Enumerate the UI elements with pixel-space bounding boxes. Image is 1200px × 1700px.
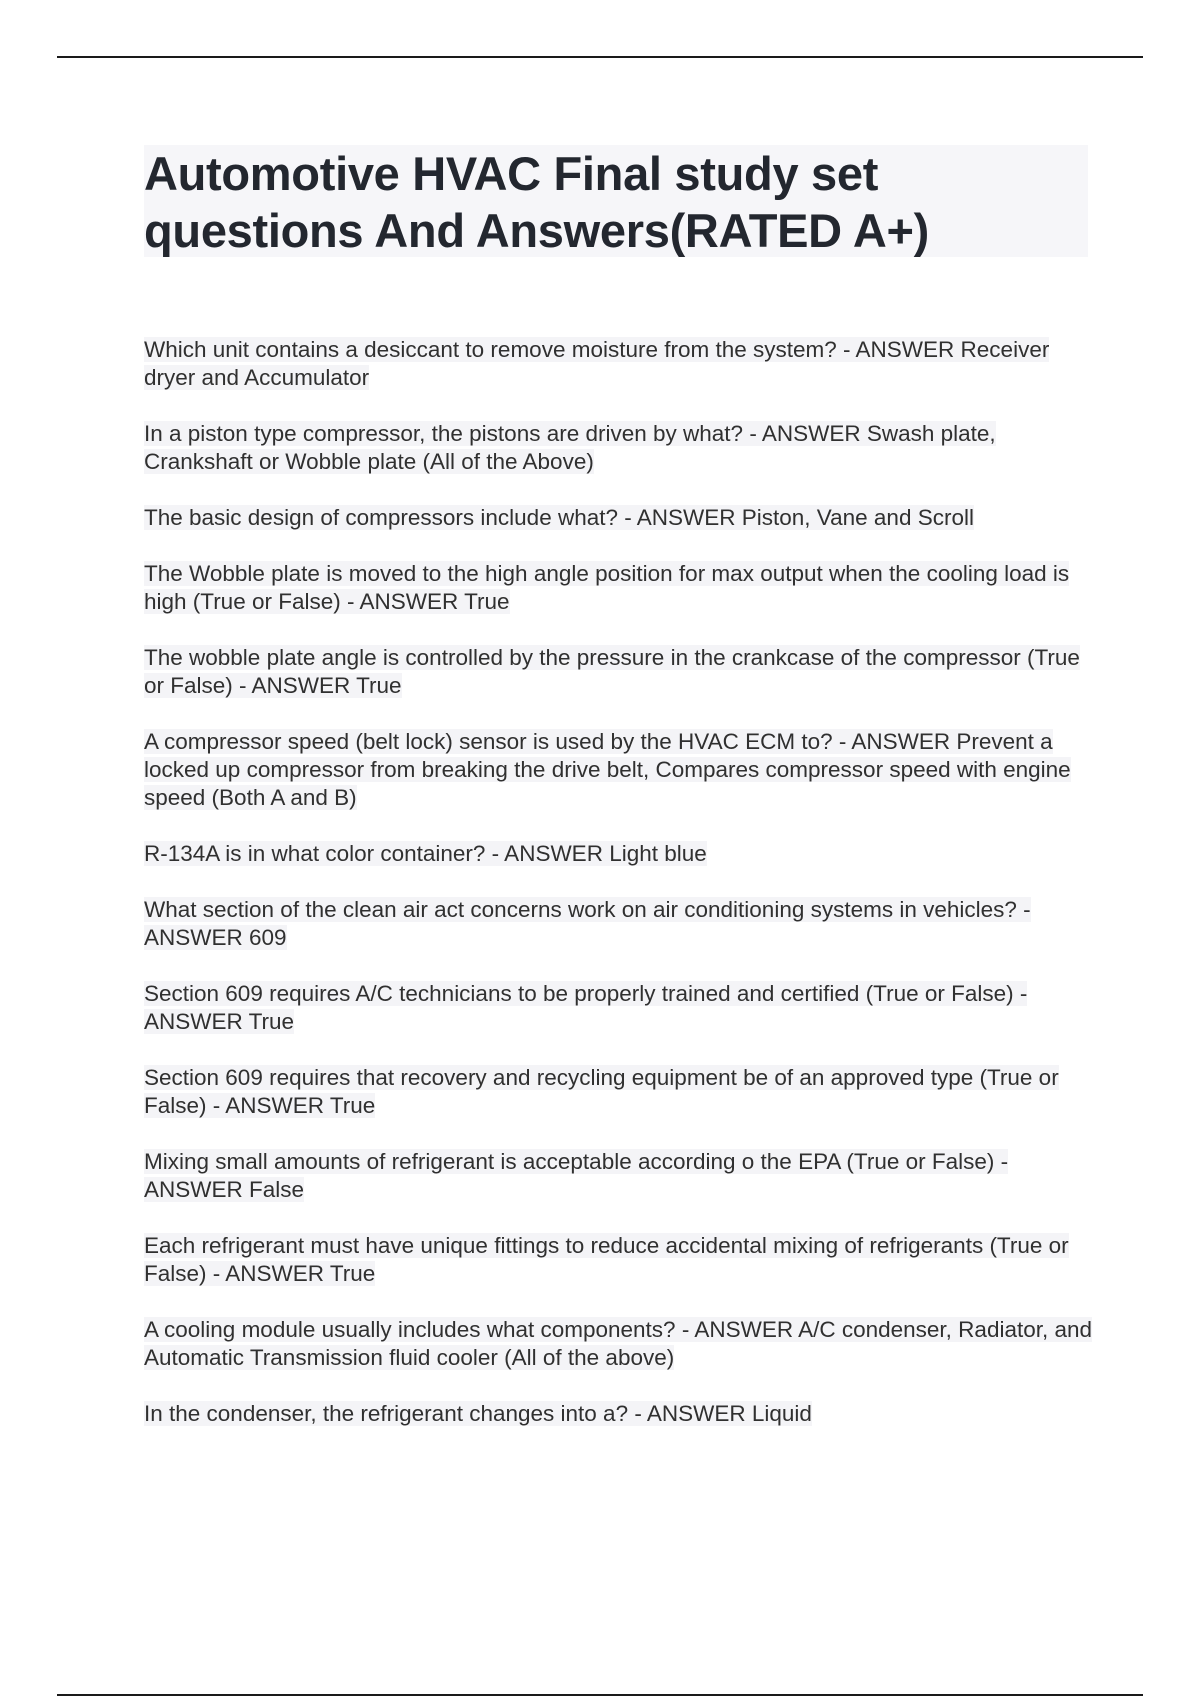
qa-item xyxy=(144,420,1094,476)
qa-text: The Wobble plate is moved to the high angle position for max output when the cooling load is high (True or False) - ANSWER True xyxy=(144,561,1070,614)
top-divider xyxy=(57,56,1143,58)
qa-item xyxy=(144,1148,1094,1204)
qa-item xyxy=(144,980,1094,1036)
qa-text: In a piston type compressor, the pistons are driven by what? - ANSWER Swash plate, Crankshaft or Wobble plate (All of the Above) xyxy=(144,421,996,474)
qa-text: R-134A is in what color container? - ANSWER Light blue xyxy=(144,841,707,866)
qa-text: Section 609 requires that recovery and recycling equipment be of an approved type (True or False) - ANSWER True xyxy=(144,1065,1059,1118)
qa-text: A compressor speed (belt lock) sensor is used by the HVAC ECM to? - ANSWER Prevent a locked up compressor from breaking the drive belt, Compares compressor speed with engine speed (Both A and B) xyxy=(144,729,1071,810)
qa-text: In the condenser, the refrigerant changes into a? - ANSWER Liquid xyxy=(144,1401,812,1426)
qa-text: Mixing small amounts of refrigerant is acceptable according o the EPA (True or False) - ANSWER False xyxy=(144,1149,1009,1202)
qa-item xyxy=(144,336,1094,392)
qa-list xyxy=(144,336,1094,1456)
qa-item xyxy=(144,728,1094,812)
bottom-divider xyxy=(57,1694,1143,1696)
qa-item xyxy=(144,1064,1094,1120)
qa-text: A cooling module usually includes what components? - ANSWER A/C condenser, Radiator, and Automatic Transmission fluid cooler (All of the above) xyxy=(144,1317,1093,1370)
qa-text: Section 609 requires A/C technicians to be properly trained and certified (True or False) - ANSWER True xyxy=(144,981,1028,1034)
qa-item xyxy=(144,1400,1094,1428)
qa-text: What section of the clean air act concerns work on air conditioning systems in vehicles? - ANSWER 609 xyxy=(144,897,1031,950)
qa-item xyxy=(144,840,1094,868)
qa-item xyxy=(144,560,1094,616)
qa-item xyxy=(144,1316,1094,1372)
qa-item xyxy=(144,1232,1094,1288)
qa-item xyxy=(144,644,1094,700)
qa-item xyxy=(144,504,1094,532)
qa-text: Which unit contains a desiccant to remove moisture from the system? - ANSWER Receiver dryer and Accumulator xyxy=(144,337,1050,390)
qa-text: The wobble plate angle is controlled by the pressure in the crankcase of the compressor (True or False) - ANSWER True xyxy=(144,645,1080,698)
title-block xyxy=(144,145,1088,257)
document-title: Automotive HVAC Final study set questions And Answers(RATED A+) xyxy=(144,147,929,257)
qa-text: The basic design of compressors include what? - ANSWER Piston, Vane and Scroll xyxy=(144,505,974,530)
qa-text: Each refrigerant must have unique fittings to reduce accidental mixing of refrigerants (True or False) - ANSWER True xyxy=(144,1233,1069,1286)
qa-item xyxy=(144,896,1094,952)
